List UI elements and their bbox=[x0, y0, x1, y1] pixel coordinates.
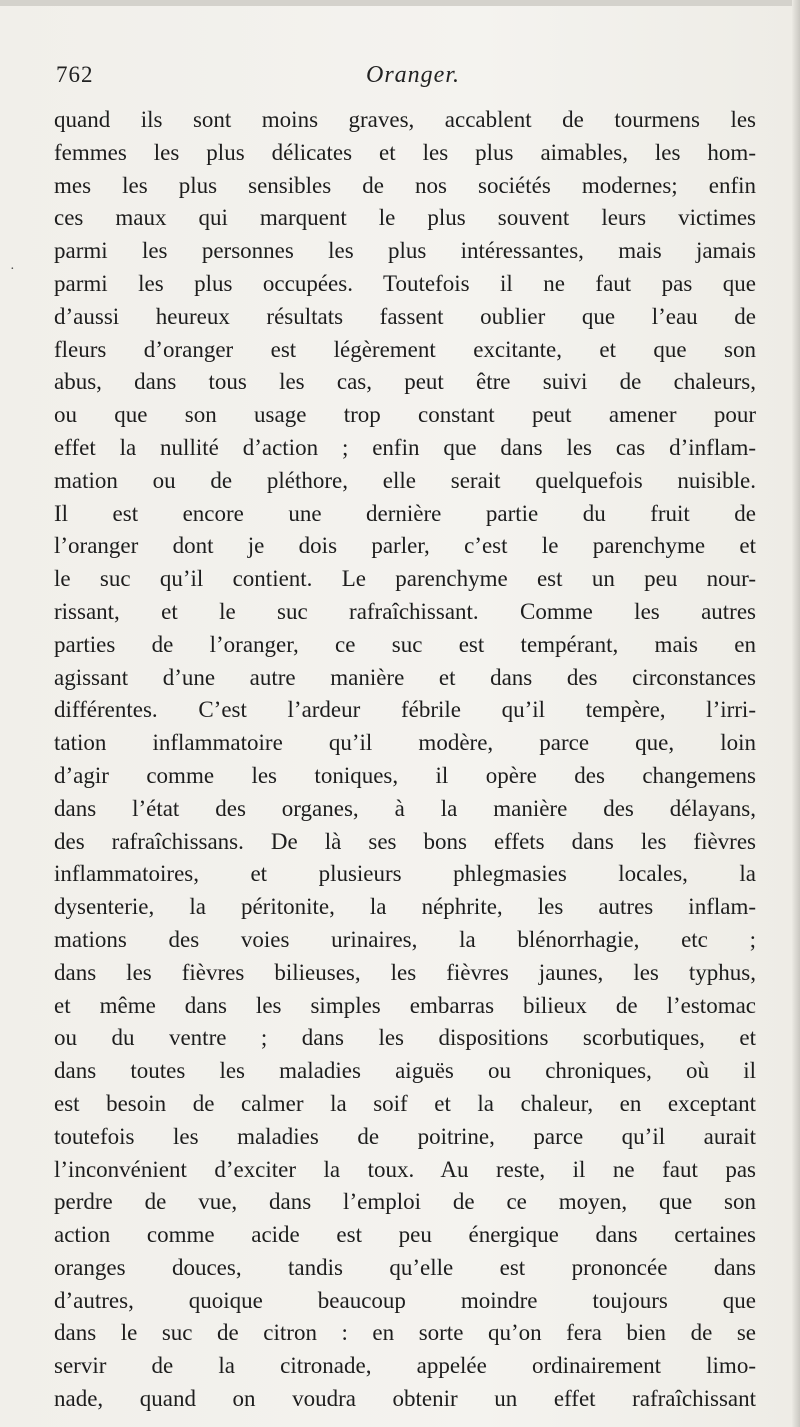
text-line: ou du ventre ; dans les dispositions scorbutiques, et bbox=[54, 1025, 756, 1051]
text-line: l’oranger dont je dois parler, c’est le parenchyme et bbox=[54, 533, 756, 559]
text-line: nade, quand on voudra obtenir un effet rafraîchissant bbox=[54, 1386, 756, 1412]
text-line: parmi les personnes les plus intéressantes, mais jamais bbox=[54, 238, 756, 264]
text-line: l’inconvénient d’exciter la toux. Au reste, il ne faut pas bbox=[54, 1156, 756, 1182]
text-line: différentes. C’est l’ardeur fébrile qu’il tempère, l’irri- bbox=[54, 697, 756, 723]
text-line: toutefois les maladies de poitrine, parce qu’il aurait bbox=[54, 1123, 756, 1149]
text-line: dans toutes les maladies aiguës ou chroniques, où il bbox=[54, 1058, 756, 1084]
page-right-edge bbox=[792, 0, 800, 1427]
text-line: oranges douces, tandis qu’elle est prononcée dans bbox=[54, 1254, 756, 1280]
text-line: effet la nullité d’action ; enfin que dans les cas d’inflam- bbox=[54, 434, 756, 460]
page-top-edge bbox=[0, 0, 800, 6]
text-line: perdre de vue, dans l’emploi de ce moyen, que son bbox=[54, 1189, 756, 1215]
text-line: dysenterie, la péritonite, la néphrite, les autres inflam- bbox=[54, 894, 756, 920]
text-line: abus, dans tous les cas, peut être suivi de chaleurs, bbox=[54, 369, 756, 395]
text-line: d’autres, quoique beaucoup moindre toujours que bbox=[54, 1287, 756, 1313]
text-line: tation inflammatoire qu’il modère, parce que, loin bbox=[54, 730, 756, 756]
text-line: et même dans les simples embarras bilieux de l’estomac bbox=[54, 992, 756, 1018]
text-line: action comme acide est peu énergique dans certaines bbox=[54, 1222, 756, 1248]
running-head: Oranger. bbox=[366, 62, 461, 88]
text-line: Il est encore une dernière partie du fruit de bbox=[54, 500, 756, 526]
text-line: des rafraîchissans. De là ses bons effets dans les fièvres bbox=[54, 828, 756, 854]
text-line: le suc qu’il contient. Le parenchyme est un peu nour- bbox=[54, 566, 756, 592]
text-line: ou que son usage trop constant peut amener pour bbox=[54, 402, 756, 428]
text-line: femmes les plus délicates et les plus aimables, les hom- bbox=[54, 139, 756, 165]
body-text bbox=[54, 104, 756, 1416]
margin-mark: · bbox=[10, 262, 15, 277]
text-line: agissant d’une autre manière et dans des circonstances bbox=[54, 664, 756, 690]
text-line: dans l’état des organes, à la manière des délayans, bbox=[54, 795, 756, 821]
text-line: est besoin de calmer la soif et la chaleur, en exceptant bbox=[54, 1090, 756, 1116]
text-line: mations des voies urinaires, la blénorrhagie, etc ; bbox=[54, 926, 756, 952]
text-line: parmi les plus occupées. Toutefois il ne faut pas que bbox=[54, 270, 756, 296]
text-line: servir de la citronade, appelée ordinairement limo- bbox=[54, 1353, 756, 1379]
text-line: inflammatoires, et plusieurs phlegmasies locales, la bbox=[54, 861, 756, 887]
text-line: d’agir comme les toniques, il opère des changemens bbox=[54, 762, 756, 788]
text-line: dans le suc de citron : en sorte qu’on fera bien de se bbox=[54, 1320, 756, 1346]
text-line: rissant, et le suc rafraîchissant. Comme les autres bbox=[54, 598, 756, 624]
text-line: parties de l’oranger, ce suc est tempérant, mais en bbox=[54, 631, 756, 657]
text-line: quand ils sont moins graves, accablent de tourmens les bbox=[54, 107, 756, 132]
text-line: ces maux qui marquent le plus souvent leurs victimes bbox=[54, 205, 756, 231]
text-line: dans les fièvres bilieuses, les fièvres jaunes, les typhus, bbox=[54, 959, 756, 985]
page-header bbox=[56, 62, 746, 96]
text-line: d’aussi heureux résultats fassent oublier que l’eau de bbox=[54, 303, 756, 329]
page-number: 762 bbox=[56, 62, 94, 87]
text-line: fleurs d’oranger est légèrement excitante, et que son bbox=[54, 336, 756, 362]
text-line: mes les plus sensibles de nos sociétés modernes; enfin bbox=[54, 172, 756, 198]
text-line: mation ou de pléthore, elle serait quelquefois nuisible. bbox=[54, 467, 756, 493]
